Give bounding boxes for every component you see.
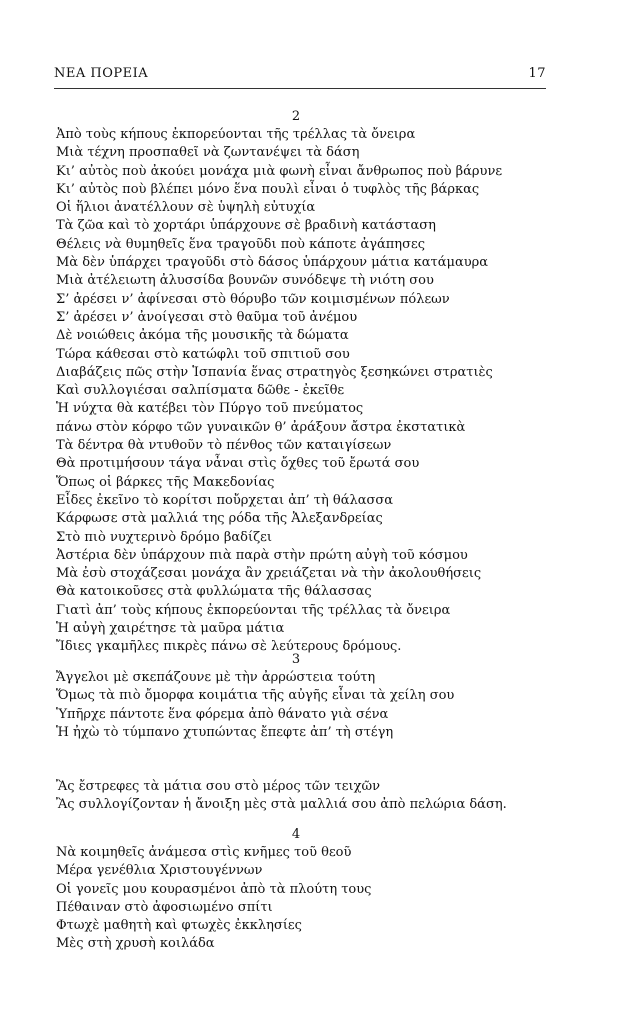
poem-line: Πέθαιναν στὸ ἀφοσιωμένο σπίτι [56, 899, 273, 915]
header-rule [54, 88, 546, 89]
poem-section-4 [56, 826, 536, 954]
poem-line: Κάρφωσε στὰ μαλλιά της ρόδα τῆς Ἀλεξανδρείας [56, 511, 383, 527]
stanza-gap [56, 742, 536, 778]
page-number: 17 [528, 66, 546, 81]
poem-line: Ὑπῆρχε πάντοτε ἕνα φόρεμα ἀπὸ θάνατο γιὰ σένα [56, 706, 389, 722]
poem-line: Μιὰ ἀτέλειωτη ἀλυσσίδα βουνῶν συνόδεψε τὴ νιότη σου [56, 273, 434, 289]
section-number: 3 [291, 652, 301, 667]
poem-line: Θὰ κατοικοῦσες στὰ φυλλώματα τῆς θάλασσας [56, 584, 372, 600]
poem-line: Τὰ ζῶα καὶ τὸ χορτάρι ὑπάρχουνε σὲ βραδινὴ κατάσταση [56, 218, 436, 234]
poem-line: Οἱ γονεῖς μου κουρασμένοι ἀπὸ τὰ πλούτη τους [56, 881, 372, 897]
poem-line: Ἄγγελοι μὲ σκεπάζουνε μὲ τὴν ἀρρώστεια τούτη [56, 670, 376, 685]
poem-line: Οἱ ἥλιοι ἀνατέλλουν σὲ ὑψηλὴ εὐτυχία [56, 200, 316, 216]
poem-line: Μὰ δὲν ὑπάρχει τραγοῦδι στὸ δάσος ὑπάρχουν μάτια κατάμαυρα [56, 255, 489, 271]
poem-line: Κι’ αὐτὸς ποὺ βλέπει μόνο ἕνα πουλὶ εἶναι ὁ τυφλὸς τῆς βάρκας [56, 181, 480, 197]
poem-line: Σ’ ἀρέσει ν’ ἀφίνεσαι στὸ θόρυβο τῶν κοιμισμένων πόλεων [56, 291, 450, 307]
poem-line: Φτωχὲ μαθητὴ καὶ φτωχὲς ἐκκλησίες [56, 918, 302, 934]
poem-line: Ἡ ἠχὼ τὸ τύμπανο χτυπώντας ἔπεφτε ἀπ’ τὴ στέγη [56, 724, 394, 740]
poem-line: Τώρα κάθεσαι στὸ κατώφλι τοῦ σπιτιοῦ σου [56, 346, 350, 362]
poem-line: Θέλεις νὰ θυμηθεῖς ἕνα τραγοῦδι ποὺ κάποτε ἀγάπησες [56, 236, 425, 252]
poem-line: Μὰ ἐσὺ στοχάζεσαι μονάχα ἂν χρειάζεται νὰ τὴν ἀκολουθήσεις [56, 566, 482, 582]
poem-line: Ἡ αὐγὴ χαιρέτησε τὰ μαῦρα μάτια [56, 621, 285, 637]
journal-title: ΝΕΑ ΠΟΡΕΙΑ [54, 66, 149, 81]
section-number: 2 [291, 109, 301, 124]
poem-line: Σ’ ἀρέσει ν’ ἀνοίγεσαι στὸ θαῦμα τοῦ ἀνέμου [56, 309, 358, 325]
section-number: 4 [291, 827, 301, 842]
poem-section-3 [56, 651, 536, 815]
poem-line: Μέρα γενέθλια Χριστουγέννων [56, 863, 263, 879]
poem-line: Τὰ δέντρα θὰ ντυθοῦν τὸ πένθος τῶν καταιγίσεων [56, 438, 392, 454]
poem-line: Δὲ νοιώθεις ἀκόμα τῆς μουσικῆς τὰ δώματα [56, 328, 349, 344]
poem-line: Ὅπως οἱ βάρκες τῆς Μακεδονίας [56, 474, 275, 490]
poem-line: Διαβάζεις πῶς στὴν Ἱσπανία ἕνας στρατηγὸς ξεσηκώνει στρατιὲς [56, 364, 493, 380]
poem-line: Μιὰ τέχνη προσπαθεῖ νὰ ζωντανέψει τὰ δάση [56, 145, 360, 161]
poem-line: Γιατὶ ἀπ’ τοὺς κήπους ἐκπορεύονται τῆς τρέλλας τὰ ὄνειρα [56, 602, 451, 618]
poem-line: Ἡ νύχτα θὰ κατέβει τὸν Πύργο τοῦ πνεύματος [56, 401, 364, 417]
poem-line: Κι’ αὐτὸς ποὺ ἀκούει μονάχα μιὰ φωνὴ εἶναι ἄνθρωπος ποὺ βάρυνε [56, 163, 503, 179]
running-header [54, 66, 546, 81]
poem-line: Στὸ πιὸ νυχτερινὸ δρόμο βαδίζει [56, 529, 272, 545]
poem-line: Ἴδιες γκαμῆλες πικρὲς πάνω σὲ λεύτερους δρόμους. [56, 639, 402, 655]
poem-line: πάνω στὸν κόρφο τῶν γυναικῶν θ’ ἀράξουν ἄστρα ἐκστατικὰ [56, 419, 466, 435]
poem-line: Ἂς ἔστρεφες τὰ μάτια σου στὸ μέρος τῶν τειχῶν [56, 779, 380, 795]
poem-line: Ἀπὸ τοὺς κήπους ἐκπορεύονται τῆς τρέλλας τὰ ὄνειρα [56, 127, 416, 142]
poem-line: Εἶδες ἐκεῖνο τὸ κορίτσι ποὔρχεται ἀπ’ τὴ θάλασσα [56, 492, 394, 508]
poem-line: Νὰ κοιμηθεῖς ἀνάμεσα στὶς κνῆμες τοῦ θεοῦ [56, 845, 352, 860]
poem-line: Ἀστέρια δὲν ὑπάρχουν πιὰ παρὰ στὴν πρώτη αὐγὴ τοῦ κόσμου [56, 547, 468, 563]
poem-section-2 [56, 108, 536, 657]
poem-line: Θὰ προτιμήσουν τάγα νἆναι στὶς ὄχθες τοῦ ἔρωτά σου [56, 456, 420, 472]
poem-line: Μὲς στὴ χρυσὴ κοιλάδα [56, 936, 215, 952]
poem-line: Καὶ συλλογιέσαι σαλπίσματα δῶθε - ἐκεῖθε [56, 383, 345, 399]
poem-line: Ἂς συλλογίζονταν ἡ ἄνοιξη μὲς στὰ μαλλιά σου ἀπὸ πελώρια δάση. [56, 797, 507, 813]
poem-line: Ὅμως τὰ πιὸ ὄμορφα κοιμάτια τῆς αὐγῆς εἶναι τὰ χείλη σου [56, 688, 455, 704]
